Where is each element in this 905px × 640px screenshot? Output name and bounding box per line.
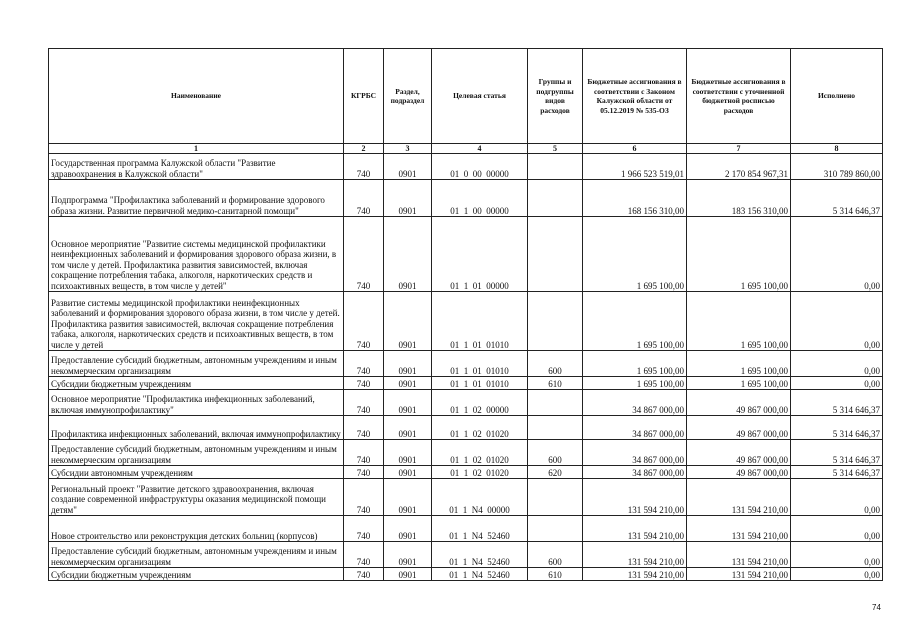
row-name: Новое строительство или реконструкция детских больниц (корпусов)	[49, 516, 344, 542]
row-target-article: 01 1 01 01010	[432, 292, 528, 351]
row-target-article: 01 1 01 01010	[432, 351, 528, 377]
row-name: Предоставление субсидий бюджетным, автономным учреждениям и иным некоммерческим организациям	[49, 440, 344, 466]
row-name: Профилактика инфекционных заболеваний, включая иммунопрофилактику	[49, 416, 344, 440]
row-refined-allocation: 49 867 000,00	[687, 416, 791, 440]
row-law-allocation: 131 594 210,00	[583, 542, 687, 568]
column-number: 1	[49, 144, 344, 154]
column-number: 3	[384, 144, 432, 154]
row-executed: 5 314 646,37	[791, 180, 883, 217]
header-kgrbs: КГРБС	[344, 49, 384, 144]
row-expense-group: 600	[528, 351, 583, 377]
row-target-article: 01 1 N4 52460	[432, 516, 528, 542]
row-target-article: 01 0 00 00000	[432, 154, 528, 180]
table-row	[49, 542, 883, 568]
row-kgrbs: 740	[344, 516, 384, 542]
table-row	[49, 180, 883, 217]
row-expense-group	[528, 390, 583, 416]
row-executed: 5 314 646,37	[791, 416, 883, 440]
row-section: 0901	[384, 542, 432, 568]
row-target-article: 01 1 01 00000	[432, 217, 528, 292]
row-executed: 0,00	[791, 377, 883, 390]
row-kgrbs: 740	[344, 479, 384, 516]
header-executed: Исполнено	[791, 49, 883, 144]
row-expense-group	[528, 217, 583, 292]
row-name: Субсидии бюджетным учреждениям	[49, 377, 344, 390]
row-law-allocation: 1 695 100,00	[583, 292, 687, 351]
header-target-article: Целевая статья	[432, 49, 528, 144]
row-expense-group: 620	[528, 466, 583, 479]
row-kgrbs: 740	[344, 542, 384, 568]
table-row	[49, 479, 883, 516]
row-name: Предоставление субсидий бюджетным, автономным учреждениям и иным некоммерческим организациям	[49, 542, 344, 568]
row-law-allocation: 1 695 100,00	[583, 377, 687, 390]
row-refined-allocation: 183 156 310,00	[687, 180, 791, 217]
row-expense-group	[528, 180, 583, 217]
row-refined-allocation: 1 695 100,00	[687, 292, 791, 351]
row-executed: 310 789 860,00	[791, 154, 883, 180]
row-kgrbs: 740	[344, 217, 384, 292]
row-law-allocation: 131 594 210,00	[583, 568, 687, 581]
row-target-article: 01 1 02 01020	[432, 416, 528, 440]
row-section: 0901	[384, 516, 432, 542]
row-name: Основное мероприятие "Профилактика инфекционных заболеваний, включая иммунопрофилактику"	[49, 390, 344, 416]
row-kgrbs: 740	[344, 440, 384, 466]
row-kgrbs: 740	[344, 351, 384, 377]
row-kgrbs: 740	[344, 377, 384, 390]
row-expense-group	[528, 479, 583, 516]
row-law-allocation: 1 695 100,00	[583, 351, 687, 377]
table-row	[49, 416, 883, 440]
budget-report-page	[48, 48, 882, 581]
row-law-allocation: 34 867 000,00	[583, 466, 687, 479]
table-row	[49, 154, 883, 180]
row-law-allocation: 34 867 000,00	[583, 440, 687, 466]
row-section: 0901	[384, 416, 432, 440]
row-executed: 0,00	[791, 516, 883, 542]
row-kgrbs: 740	[344, 466, 384, 479]
row-expense-group	[528, 292, 583, 351]
row-executed: 5 314 646,37	[791, 440, 883, 466]
row-refined-allocation: 49 867 000,00	[687, 466, 791, 479]
table-row	[49, 440, 883, 466]
row-kgrbs: 740	[344, 390, 384, 416]
row-law-allocation: 131 594 210,00	[583, 516, 687, 542]
row-refined-allocation: 131 594 210,00	[687, 479, 791, 516]
row-refined-allocation: 131 594 210,00	[687, 568, 791, 581]
row-target-article: 01 1 N4 52460	[432, 568, 528, 581]
column-number-row	[49, 144, 883, 154]
row-law-allocation: 34 867 000,00	[583, 416, 687, 440]
row-section: 0901	[384, 390, 432, 416]
row-section: 0901	[384, 180, 432, 217]
row-expense-group: 610	[528, 377, 583, 390]
row-name: Развитие системы медицинской профилактики неинфекционных заболеваний и формирования здорового образа жизни, в том числе у детей. Профилактика развития зависимостей, включая сокращение потребления табака, алкоголя, наркотических средств и психоактивных веществ, в том числе у детей	[49, 292, 344, 351]
table-row	[49, 217, 883, 292]
column-number: 8	[791, 144, 883, 154]
row-executed: 0,00	[791, 292, 883, 351]
row-name: Государственная программа Калужской области "Развитие здравоохранения в Калужской области"	[49, 154, 344, 180]
row-law-allocation: 131 594 210,00	[583, 479, 687, 516]
row-kgrbs: 740	[344, 180, 384, 217]
row-refined-allocation: 131 594 210,00	[687, 542, 791, 568]
table-row	[49, 466, 883, 479]
row-refined-allocation: 49 867 000,00	[687, 440, 791, 466]
table-row	[49, 351, 883, 377]
header-law-allocations: Бюджетные ассигнования в соответствии с Законом Калужской области от 05.12.2019 № 535-ОЗ	[583, 49, 687, 144]
row-expense-group	[528, 416, 583, 440]
row-section: 0901	[384, 292, 432, 351]
row-refined-allocation: 49 867 000,00	[687, 390, 791, 416]
row-kgrbs: 740	[344, 154, 384, 180]
row-expense-group: 600	[528, 440, 583, 466]
table-row	[49, 377, 883, 390]
row-law-allocation: 168 156 310,00	[583, 180, 687, 217]
row-kgrbs: 740	[344, 292, 384, 351]
row-refined-allocation: 1 695 100,00	[687, 351, 791, 377]
row-executed: 0,00	[791, 351, 883, 377]
row-executed: 5 314 646,37	[791, 466, 883, 479]
row-kgrbs: 740	[344, 416, 384, 440]
row-executed: 0,00	[791, 568, 883, 581]
row-expense-group: 610	[528, 568, 583, 581]
row-kgrbs: 740	[344, 568, 384, 581]
row-target-article: 01 1 01 01010	[432, 377, 528, 390]
row-name: Основное мероприятие "Развитие системы медицинской профилактики неинфекционных заболеваний и формирования здорового образа жизни, в том числе у детей. Профилактика развития зависимостей, включая сокращение потребления табака, алкоголя, наркотических средств и психоактивных веществ, в том числе у детей"	[49, 217, 344, 292]
row-section: 0901	[384, 377, 432, 390]
row-executed: 0,00	[791, 479, 883, 516]
row-target-article: 01 1 00 00000	[432, 180, 528, 217]
row-section: 0901	[384, 479, 432, 516]
row-section: 0901	[384, 351, 432, 377]
table-row	[49, 390, 883, 416]
column-number: 5	[528, 144, 583, 154]
row-name: Подпрограмма "Профилактика заболеваний и формирование здорового образа жизни. Развитие первичной медико-санитарной помощи"	[49, 180, 344, 217]
row-expense-group	[528, 516, 583, 542]
table-row	[49, 516, 883, 542]
table-row	[49, 292, 883, 351]
budget-execution-table	[48, 48, 883, 581]
row-name: Субсидии автономным учреждениям	[49, 466, 344, 479]
row-section: 0901	[384, 466, 432, 479]
header-expense-groups: Группы и подгруппы видов расходов	[528, 49, 583, 144]
row-target-article: 01 1 N4 52460	[432, 542, 528, 568]
header-section: Раздел, подраздел	[384, 49, 432, 144]
column-number: 4	[432, 144, 528, 154]
row-law-allocation: 1 695 100,00	[583, 217, 687, 292]
column-number: 6	[583, 144, 687, 154]
header-row	[49, 49, 883, 144]
row-target-article: 01 1 02 00000	[432, 390, 528, 416]
column-number: 7	[687, 144, 791, 154]
row-executed: 0,00	[791, 542, 883, 568]
row-law-allocation: 34 867 000,00	[583, 390, 687, 416]
page-number: 74	[872, 603, 881, 612]
row-expense-group: 600	[528, 542, 583, 568]
row-target-article: 01 1 02 01020	[432, 440, 528, 466]
header-name: Наименование	[49, 49, 344, 144]
row-refined-allocation: 2 170 854 967,31	[687, 154, 791, 180]
row-refined-allocation: 131 594 210,00	[687, 516, 791, 542]
column-number: 2	[344, 144, 384, 154]
row-name: Региональный проект "Развитие детского здравоохранения, включая создание современной инфраструктуры оказания медицинской помощи детям"	[49, 479, 344, 516]
row-refined-allocation: 1 695 100,00	[687, 217, 791, 292]
table-row	[49, 568, 883, 581]
row-name: Предоставление субсидий бюджетным, автономным учреждениям и иным некоммерческим организациям	[49, 351, 344, 377]
row-section: 0901	[384, 440, 432, 466]
row-executed: 0,00	[791, 217, 883, 292]
row-refined-allocation: 1 695 100,00	[687, 377, 791, 390]
row-target-article: 01 1 02 01020	[432, 466, 528, 479]
header-refined-allocations: Бюджетные ассигнования в соответствии с уточненной бюджетной росписью расходов	[687, 49, 791, 144]
row-section: 0901	[384, 217, 432, 292]
row-executed: 5 314 646,37	[791, 390, 883, 416]
row-expense-group	[528, 154, 583, 180]
row-law-allocation: 1 966 523 519,01	[583, 154, 687, 180]
row-name: Субсидии бюджетным учреждениям	[49, 568, 344, 581]
row-section: 0901	[384, 568, 432, 581]
row-section: 0901	[384, 154, 432, 180]
row-target-article: 01 1 N4 00000	[432, 479, 528, 516]
